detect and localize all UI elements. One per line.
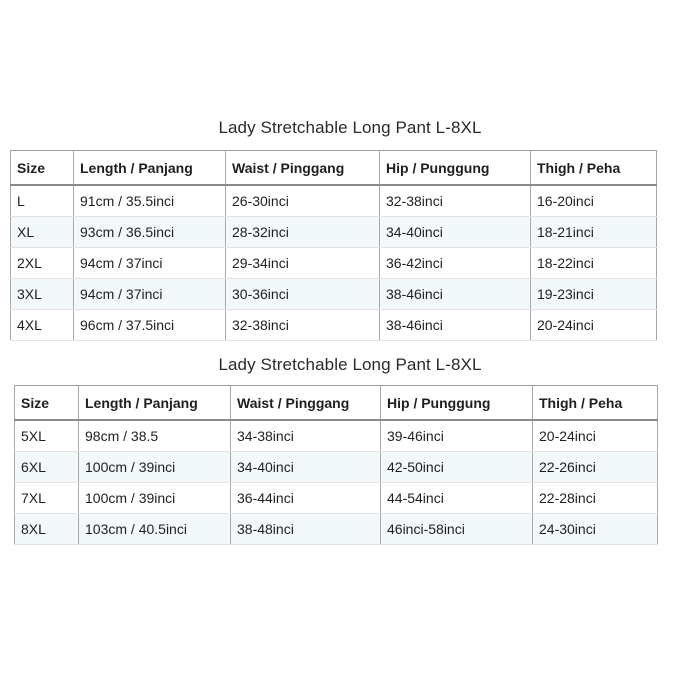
header-waist: Waist / Pinggang [231, 386, 381, 421]
cell-thigh: 20-24inci [531, 310, 657, 341]
cell-length: 98cm / 38.5 [79, 420, 231, 452]
table-row [15, 483, 658, 514]
cell-length: 91cm / 35.5inci [74, 185, 226, 217]
cell-length: 94cm / 37inci [74, 279, 226, 310]
cell-hip: 39-46inci [381, 420, 533, 452]
header-size: Size [11, 151, 74, 186]
table-row [11, 217, 657, 248]
cell-waist: 34-40inci [231, 452, 381, 483]
table-header-row [15, 386, 658, 421]
table-1-title: Lady Stretchable Long Pant L-8XL [218, 118, 482, 137]
cell-hip: 44-54inci [381, 483, 533, 514]
cell-length: 94cm / 37inci [74, 248, 226, 279]
header-length: Length / Panjang [74, 151, 226, 186]
size-table-2 [14, 385, 658, 545]
header-size: Size [15, 386, 79, 421]
header-hip: Hip / Punggung [380, 151, 531, 186]
cell-length: 100cm / 39inci [79, 483, 231, 514]
cell-hip: 32-38inci [380, 185, 531, 217]
size-table-1 [10, 150, 657, 341]
cell-waist: 29-34inci [226, 248, 380, 279]
cell-thigh: 18-22inci [531, 248, 657, 279]
cell-hip: 34-40inci [380, 217, 531, 248]
cell-length: 93cm / 36.5inci [74, 217, 226, 248]
cell-length: 100cm / 39inci [79, 452, 231, 483]
cell-thigh: 24-30inci [533, 514, 658, 545]
cell-thigh: 20-24inci [533, 420, 658, 452]
cell-size: 7XL [15, 483, 79, 514]
cell-waist: 38-48inci [231, 514, 381, 545]
cell-waist: 36-44inci [231, 483, 381, 514]
table-row [15, 452, 658, 483]
cell-size: XL [11, 217, 74, 248]
cell-hip: 38-46inci [380, 279, 531, 310]
cell-size: 6XL [15, 452, 79, 483]
table-row [11, 185, 657, 217]
cell-thigh: 22-28inci [533, 483, 658, 514]
cell-size: 4XL [11, 310, 74, 341]
cell-waist: 26-30inci [226, 185, 380, 217]
cell-hip: 46inci-58inci [381, 514, 533, 545]
header-thigh: Thigh / Peha [533, 386, 658, 421]
cell-size: 2XL [11, 248, 74, 279]
header-hip: Hip / Punggung [381, 386, 533, 421]
table-row [11, 310, 657, 341]
cell-waist: 28-32inci [226, 217, 380, 248]
cell-waist: 30-36inci [226, 279, 380, 310]
cell-hip: 36-42inci [380, 248, 531, 279]
table-header-row [11, 151, 657, 186]
table-row [15, 420, 658, 452]
header-waist: Waist / Pinggang [226, 151, 380, 186]
cell-hip: 42-50inci [381, 452, 533, 483]
cell-thigh: 18-21inci [531, 217, 657, 248]
cell-hip: 38-46inci [380, 310, 531, 341]
header-thigh: Thigh / Peha [531, 151, 657, 186]
cell-waist: 34-38inci [231, 420, 381, 452]
cell-length: 96cm / 37.5inci [74, 310, 226, 341]
cell-size: 5XL [15, 420, 79, 452]
header-length: Length / Panjang [79, 386, 231, 421]
cell-thigh: 19-23inci [531, 279, 657, 310]
cell-thigh: 16-20inci [531, 185, 657, 217]
cell-length: 103cm / 40.5inci [79, 514, 231, 545]
table-row [11, 279, 657, 310]
table-2-title: Lady Stretchable Long Pant L-8XL [218, 355, 482, 374]
cell-size: 3XL [11, 279, 74, 310]
cell-size: 8XL [15, 514, 79, 545]
table-row [11, 248, 657, 279]
cell-size: L [11, 185, 74, 217]
cell-thigh: 22-26inci [533, 452, 658, 483]
cell-waist: 32-38inci [226, 310, 380, 341]
table-row [15, 514, 658, 545]
